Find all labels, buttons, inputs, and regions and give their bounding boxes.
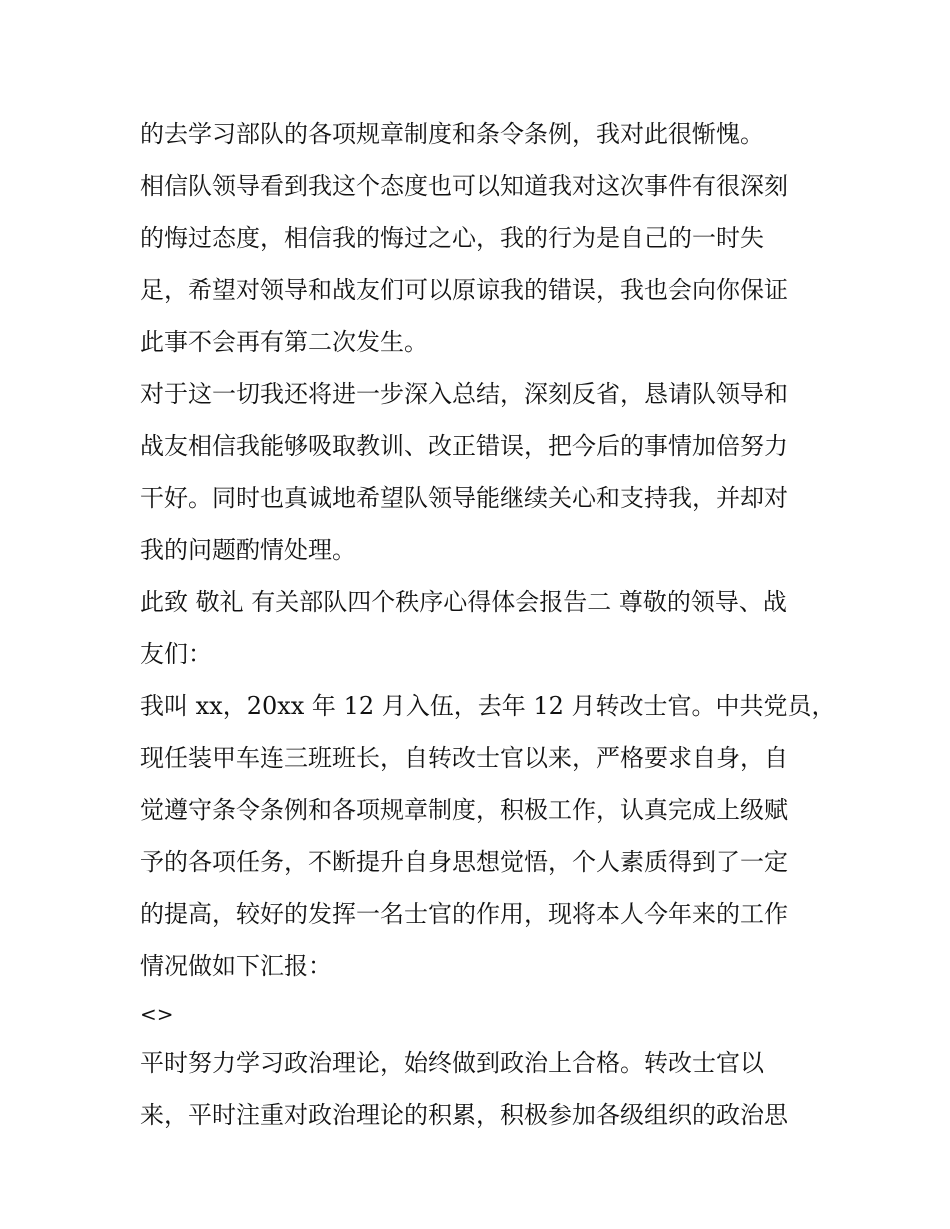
text-line: 我叫 xx，20xx 年 12 月入伍，去年 12 月转改士官。中共党员， [140, 692, 836, 720]
text-line: 友们： [140, 640, 212, 668]
text-line: 来，平时注重对政治理论的积累，积极参加各级组织的政治思 [140, 1101, 788, 1129]
text-line: 我的问题酌情处理。 [140, 536, 356, 564]
text-line: 觉遵守条令条例和各项规章制度，积极工作，认真完成上级赋 [140, 796, 788, 824]
text-line: 现任装甲车连三班班长，自转改士官以来，严格要求自身，自 [140, 744, 788, 772]
text-line: 此事不会再有第二次发生。 [140, 328, 428, 356]
document-body [140, 108, 836, 1141]
text-line: 的提高，较好的发挥一名士官的作用，现将本人今年来的工作 [140, 900, 788, 928]
text-line: 平时努力学习政治理论，始终做到政治上合格。转改士官以 [140, 1049, 764, 1077]
text-line: 的悔过态度，相信我的悔过之心，我的行为是自己的一时失 [140, 224, 764, 252]
text-line: 对于这一切我还将进一步深入总结，深刻反省，恳请队领导和 [140, 380, 788, 408]
text-line: 情况做如下汇报： [140, 952, 332, 980]
text-line: 干好。同时也真诚地希望队领导能继续关心和支持我，并却对 [140, 484, 788, 512]
text-line: 足，希望对领导和战友们可以原谅我的错误，我也会向你保证 [140, 276, 788, 304]
text-line: 此致 敬礼 有关部队四个秩序心得体会报告二 尊敬的领导、战 [140, 588, 787, 616]
text-line: 战友相信我能够吸取教训、改正错误，把今后的事情加倍努力 [140, 432, 788, 460]
text-line: 相信队领导看到我这个态度也可以知道我对这次事件有很深刻 [140, 172, 788, 200]
text-line: 予的各项任务，不断提升自身思想觉悟，个人素质得到了一定 [140, 848, 788, 876]
text-line: 的去学习部队的各项规章制度和条令条例，我对此很惭愧。 [140, 120, 764, 148]
text-line-marker: <> [140, 1002, 174, 1026]
